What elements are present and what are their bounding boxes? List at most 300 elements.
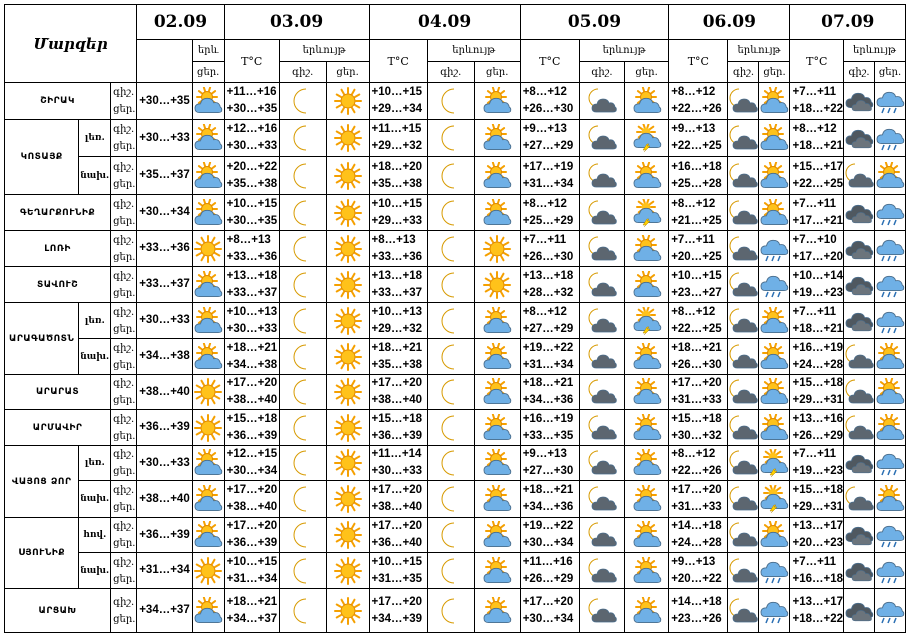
moon-icon: [427, 157, 474, 195]
moon-cloud-icon: [579, 83, 624, 120]
day-label: ցեր.: [113, 538, 136, 549]
time-of-day-labels: [111, 120, 137, 157]
temperature-cell: [790, 589, 844, 633]
day-temp: +30…+35: [226, 214, 278, 227]
moon-cloud-icon: [728, 518, 759, 553]
day-label: ցեր.: [113, 395, 136, 406]
moon-icon: [427, 339, 474, 375]
moon-cloud-icon: [844, 157, 875, 195]
night-temp: +8…+12: [671, 86, 716, 98]
temperature-header: T°C: [369, 40, 427, 83]
time-of-day-labels: [111, 267, 137, 303]
day-temp: +27…+29: [522, 140, 574, 152]
region-name: ԱՐՄԱՎԻՐ: [5, 410, 111, 446]
day-temp: +22…+26: [671, 465, 722, 477]
night-temp: +10…+13: [371, 305, 423, 318]
temperature-cell: [224, 120, 279, 157]
day-temp: +27…+30: [522, 465, 574, 477]
night-temp: +9…+13: [522, 123, 567, 135]
temperature-cell: [224, 339, 279, 375]
night-header: գիշ.: [279, 62, 326, 83]
moon-cloud-icon: [579, 589, 624, 633]
moon-cloud-icon: [728, 267, 759, 303]
rain-cloud-icon: [875, 267, 906, 303]
day-temp: +20…+22: [671, 572, 722, 585]
night-temp: +13…+18: [226, 269, 278, 282]
day-temp: +35…+38: [226, 177, 278, 190]
night-label: գիշ.: [113, 378, 135, 389]
subregion-name: նախ.: [79, 157, 111, 195]
sun-cloud-icon: [759, 339, 790, 375]
sun-cloud-icon: [625, 410, 669, 446]
night-temp: +8…+12: [671, 448, 716, 460]
day-temp: +25…+29: [522, 214, 574, 227]
day-temp: +38…+40: [371, 501, 423, 513]
sun-cloud-icon: [192, 195, 224, 231]
night-temp: +11…+14: [371, 448, 422, 460]
moon-cloud-icon: [844, 375, 875, 410]
day-temp: +36…+39: [226, 537, 278, 549]
temperature-cell: [369, 303, 427, 339]
night-temp: +15…+17: [792, 160, 843, 173]
sun-icon: [326, 375, 369, 410]
day-temp: +28…+32: [522, 286, 574, 299]
table-row: [5, 195, 906, 231]
day-label: ցեր.: [113, 287, 136, 299]
sun-cloud-icon: [474, 195, 520, 231]
night-temp: +10…+15: [226, 197, 278, 210]
night-temp: +15…+18: [792, 377, 843, 389]
moon-icon: [427, 267, 474, 303]
temperature-cell: [520, 375, 579, 410]
day-temp: +29…+31: [792, 394, 843, 406]
moon-icon: [279, 518, 326, 553]
time-of-day-labels: [111, 375, 137, 410]
day-header: ցեր.: [192, 62, 224, 83]
sun-icon: [326, 339, 369, 375]
date-header: 03.09: [224, 5, 369, 40]
temperature-cell: [520, 195, 579, 231]
dark-cloud-icon: [844, 120, 875, 157]
night-temp: +13…+17: [792, 595, 843, 608]
temperature-cell: [520, 267, 579, 303]
temperature-cell: [369, 518, 427, 553]
day-label: ցեր.: [113, 178, 136, 190]
night-temp: +8…+12: [522, 197, 567, 210]
temperature-cell: [137, 231, 193, 267]
day-temp: +25…+28: [671, 177, 722, 190]
time-of-day-labels: [111, 83, 137, 120]
moon-cloud-icon: [579, 410, 624, 446]
moon-cloud-icon: [579, 231, 624, 267]
rain-cloud-icon: [875, 553, 906, 589]
sun-cloud-icon: [759, 157, 790, 195]
day-label: ցեր.: [113, 502, 136, 513]
storm-cloud-icon: [759, 446, 790, 481]
temperature-cell: [520, 157, 579, 195]
storm-cloud-icon: [759, 481, 790, 518]
region-name: ՎԱՅՈՑ ՁՈՐ: [5, 446, 79, 518]
temperature-cell: [669, 267, 728, 303]
temperature-cell: [790, 375, 844, 410]
region-name: ԳԵՂԱՐՔՈՒՆԻՔ: [5, 195, 111, 231]
rain-cloud-icon: [875, 589, 906, 633]
moon-icon: [279, 231, 326, 267]
night-temp: +15…+18: [226, 412, 278, 425]
subregion-name: լեռ.: [79, 446, 111, 481]
day-label: ցեր.: [113, 141, 136, 152]
temperature-cell: [224, 231, 279, 267]
moon-icon: [427, 518, 474, 553]
night-temp: +13…+18: [371, 269, 423, 282]
temperature-header: T°C: [790, 40, 844, 83]
moon-icon: [427, 83, 474, 120]
day-temp: +17…+20: [792, 250, 843, 263]
night-temp: +12…+16: [226, 123, 278, 135]
sun-icon: [192, 553, 224, 589]
night-temp: +17…+20: [226, 520, 278, 532]
day-temp: +33…+36: [371, 250, 423, 263]
day-temp: +30…+34: [522, 612, 574, 625]
region-name: ՍՅՈՒՆԻՔ: [5, 518, 79, 589]
day-temp: +31…+35: [371, 572, 423, 585]
temperature-cell: [669, 303, 728, 339]
day-temp: +31…+33: [671, 394, 722, 406]
sun-icon: [326, 157, 369, 195]
temperature-cell: [790, 303, 844, 339]
day-label: ցեր.: [113, 573, 136, 585]
day-temp: +34…+36: [522, 394, 574, 406]
temperature-cell: [790, 553, 844, 589]
temperature-cell: [790, 518, 844, 553]
sun-cloud-icon: [192, 303, 224, 339]
temperature-cell: [520, 481, 579, 518]
table-row: [5, 120, 906, 157]
day-header: ցեր.: [625, 62, 669, 83]
temperature-cell: [790, 410, 844, 446]
region-name: ՇԻՐԱԿ: [5, 83, 111, 120]
time-of-day-labels: [111, 481, 137, 518]
header-row-dates: [5, 5, 906, 40]
moon-icon: [279, 446, 326, 481]
sun-cloud-icon: [192, 339, 224, 375]
temperature-cell: [369, 267, 427, 303]
day-temp: +26…+29: [792, 429, 843, 442]
night-temp: +7…+11: [792, 555, 836, 568]
subregion-name: նախ.: [79, 339, 111, 375]
temperature-cell: [137, 303, 193, 339]
temperature-cell: [137, 120, 193, 157]
sun-cloud-icon: [625, 481, 669, 518]
day-temp: +30…+33: [226, 322, 278, 335]
day-temp: +18…+21: [792, 140, 843, 152]
day-temp: +24…+28: [792, 358, 843, 371]
moon-cloud-icon: [728, 446, 759, 481]
night-temp: +16…+19: [792, 341, 843, 354]
temperature-cell: [369, 410, 427, 446]
day-temp: +22…+25: [792, 177, 843, 190]
temperature-cell: [137, 339, 193, 375]
day-temp: +23…+27: [671, 286, 722, 299]
temperature-cell: [520, 553, 579, 589]
forecast-table-wrapper: [4, 4, 906, 633]
temperature-cell: [520, 231, 579, 267]
moon-icon: [279, 83, 326, 120]
day-temp: +30…+32: [671, 429, 722, 442]
rain-cloud-icon: [875, 83, 906, 120]
day-temp: +31…+34: [522, 177, 574, 190]
day-temp: +38…+40: [226, 394, 278, 406]
region-name: ԿՈՏԱՅՔ: [5, 120, 79, 195]
condition-header: երևույթ: [728, 40, 790, 62]
rain-cloud-icon: [875, 195, 906, 231]
day-temp: +23…+26: [671, 612, 722, 625]
night-temp: +16…+18: [671, 160, 722, 173]
moon-cloud-icon: [728, 481, 759, 518]
temperature-cell: [137, 195, 193, 231]
night-label: գիշ.: [113, 306, 135, 318]
temperature-cell: [224, 83, 279, 120]
rain-cloud-icon: [875, 446, 906, 481]
moon-cloud-icon: [579, 195, 624, 231]
night-header: գիշ.: [427, 62, 474, 83]
dark-cloud-icon: [844, 446, 875, 481]
day-temp: +33…+35: [522, 429, 574, 442]
time-of-day-labels: [111, 157, 137, 195]
day-temp: +18…+21: [792, 322, 843, 335]
day-label: ցեր.: [113, 359, 136, 371]
temperature-cell: [669, 375, 728, 410]
day-temp: +26…+30: [522, 103, 574, 115]
night-temp: +7…+11: [792, 197, 836, 210]
day-temp: +30…+35: [139, 94, 190, 107]
sun-cloud-icon: [625, 231, 669, 267]
moon-cloud-icon: [728, 83, 759, 120]
day-temp: +26…+30: [671, 358, 722, 371]
condition-header: երևույթ: [844, 40, 906, 62]
day-temp: +29…+32: [371, 140, 423, 152]
temperature-cell: [224, 589, 279, 633]
time-of-day-labels: [111, 410, 137, 446]
temperature-cell: [369, 589, 427, 633]
temperature-cell: [224, 195, 279, 231]
temperature-cell: [669, 120, 728, 157]
night-temp: +12…+15: [226, 448, 278, 460]
night-temp: +18…+21: [371, 341, 423, 354]
day-temp: +36…+40: [371, 537, 423, 549]
moon-icon: [427, 589, 474, 633]
night-temp: +17…+20: [371, 595, 423, 608]
dark-cloud-icon: [844, 553, 875, 589]
sun-icon: [326, 195, 369, 231]
night-temp: +9…+13: [671, 123, 716, 135]
rain-cloud-icon: [875, 303, 906, 339]
sun-icon: [326, 410, 369, 446]
day-label: ցեր.: [113, 215, 136, 227]
night-temp: +18…+20: [371, 160, 423, 173]
subregion-name: հով.: [79, 518, 111, 553]
temperature-cell: [369, 83, 427, 120]
day-temp: +22…+25: [671, 322, 722, 335]
moon-icon: [279, 589, 326, 633]
temperature-cell: [137, 481, 193, 518]
night-temp: +7…+11: [671, 233, 715, 246]
night-temp: +10…+14: [792, 269, 843, 282]
moon-cloud-icon: [728, 231, 759, 267]
temperature-cell: [520, 446, 579, 481]
night-temp: +10…+13: [226, 305, 278, 318]
moon-cloud-icon: [728, 157, 759, 195]
moon-icon: [279, 195, 326, 231]
day-temp: +29…+32: [371, 322, 423, 335]
moon-icon: [279, 303, 326, 339]
day-temp: +38…+40: [139, 492, 190, 505]
day-temp: +31…+33: [671, 501, 722, 513]
temperature-cell: [790, 339, 844, 375]
moon-cloud-icon: [579, 375, 624, 410]
sun-cloud-icon: [759, 120, 790, 157]
night-temp: +7…+11: [792, 305, 836, 318]
day-temp: +33…+37: [371, 286, 423, 299]
moon-cloud-icon: [579, 120, 624, 157]
night-temp: +11…+16: [522, 555, 573, 568]
temperature-cell: [137, 518, 193, 553]
rain-cloud-icon: [759, 553, 790, 589]
region-name: ԼՈՌԻ: [5, 231, 111, 267]
temperature-cell: [790, 120, 844, 157]
night-temp: +8…+13: [226, 233, 271, 246]
sun-cloud-icon: [192, 83, 224, 120]
temperature-header: T°C: [520, 40, 579, 83]
temperature-cell: [520, 83, 579, 120]
sun-cloud-icon: [625, 375, 669, 410]
table-row: [5, 339, 906, 375]
sun-cloud-icon: [474, 410, 520, 446]
day-header: ցեր.: [759, 62, 790, 83]
temperature-cell: [224, 518, 279, 553]
night-temp: +18…+21: [226, 595, 278, 608]
moon-cloud-icon: [728, 375, 759, 410]
day-temp: +36…+39: [371, 429, 423, 442]
moon-icon: [279, 120, 326, 157]
night-temp: +8…+12: [792, 123, 837, 135]
day-temp: +30…+33: [226, 140, 278, 152]
moon-icon: [427, 410, 474, 446]
night-header: գիշ.: [728, 62, 759, 83]
moon-icon: [427, 195, 474, 231]
night-header: գիշ.: [844, 62, 875, 83]
day-temp: +29…+34: [371, 103, 423, 115]
condition-header: երևույթ: [279, 40, 369, 62]
region-name: ԱՐՑԱԽ: [5, 589, 111, 633]
sun-cloud-icon: [474, 553, 520, 589]
night-temp: +8…+12: [671, 305, 716, 318]
temperature-cell: [790, 195, 844, 231]
region-name: ԱՐԱԳԱԾՈՏՆ: [5, 303, 79, 375]
sun-cloud-icon: [192, 518, 224, 553]
day-temp: +17…+21: [792, 214, 843, 227]
sun-cloud-icon: [625, 267, 669, 303]
rain-cloud-icon: [875, 231, 906, 267]
sun-cloud-icon: [192, 481, 224, 518]
day-temp: +26…+30: [522, 250, 574, 263]
day-temp: +38…+40: [226, 501, 278, 513]
date-header: 02.09: [137, 5, 224, 40]
time-of-day-labels: [111, 303, 137, 339]
temperature-cell: [520, 518, 579, 553]
night-temp: +15…+18: [671, 412, 722, 425]
region-name: ՏԱՎՈՒՇ: [5, 267, 111, 303]
sun-cloud-icon: [192, 589, 224, 633]
time-of-day-labels: [111, 446, 137, 481]
subregion-name: լեռ.: [79, 303, 111, 339]
sun-icon: [474, 267, 520, 303]
night-header: գիշ.: [579, 62, 624, 83]
temperature-cell: [137, 446, 193, 481]
night-temp: +10…+15: [371, 197, 423, 210]
day-label: ցեր.: [113, 104, 136, 115]
day-temp: +34…+37: [226, 612, 278, 625]
subregion-name: նախ.: [79, 553, 111, 589]
moon-icon: [279, 481, 326, 518]
day-temp: +30…+34: [522, 537, 574, 549]
day-temp: +22…+26: [671, 103, 722, 115]
time-of-day-labels: [111, 339, 137, 375]
moon-icon: [279, 375, 326, 410]
temperature-cell: [669, 553, 728, 589]
sun-cloud-icon: [759, 195, 790, 231]
day-temp: +31…+34: [226, 572, 278, 585]
temperature-cell: [224, 303, 279, 339]
temperature-cell: [790, 83, 844, 120]
temperature-cell: [669, 589, 728, 633]
night-label: գիշ.: [113, 270, 135, 282]
day-temp: +19…+23: [792, 286, 843, 299]
sun-cloud-icon: [474, 375, 520, 410]
table-row: [5, 267, 906, 303]
region-name: ԱՐԱՐԱՏ: [5, 375, 111, 410]
day-temp: +26…+29: [522, 572, 574, 585]
night-temp: +17…+20: [522, 595, 574, 608]
day-header: ցեր.: [326, 62, 369, 83]
moon-icon: [427, 231, 474, 267]
sun-cloud-icon: [474, 518, 520, 553]
table-row: [5, 231, 906, 267]
table-row: [5, 375, 906, 410]
moon-cloud-icon: [728, 553, 759, 589]
temperature-cell: [224, 446, 279, 481]
sun-cloud-icon: [474, 339, 520, 375]
night-temp: +7…+11: [792, 86, 836, 98]
temperature-cell: [224, 375, 279, 410]
day-label: ցեր.: [113, 430, 136, 442]
day-temp: +30…+35: [226, 103, 278, 115]
sun-icon: [192, 231, 224, 267]
night-temp: +10…+15: [371, 86, 423, 98]
day-temp: +20…+23: [792, 537, 843, 549]
dark-cloud-icon: [844, 231, 875, 267]
night-temp: +10…+15: [371, 555, 423, 568]
night-temp: +19…+22: [522, 520, 574, 532]
day-temp: +33…+37: [226, 286, 278, 299]
sun-cloud-icon: [625, 339, 669, 375]
temperature-cell: [669, 195, 728, 231]
table-row: [5, 410, 906, 446]
moon-cloud-icon: [844, 481, 875, 518]
day-temp: +35…+38: [371, 358, 423, 371]
moon-cloud-icon: [728, 120, 759, 157]
condition-header: երևույթ: [427, 40, 520, 62]
